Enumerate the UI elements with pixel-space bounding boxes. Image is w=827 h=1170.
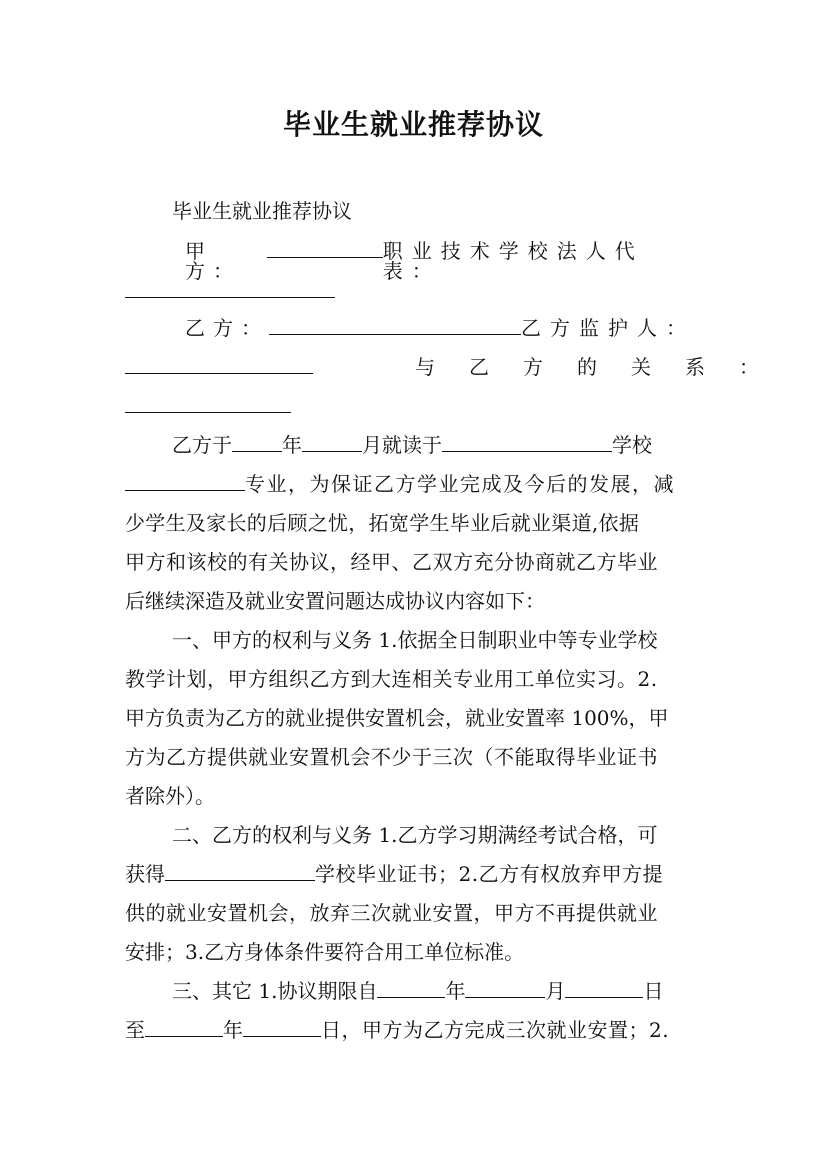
start-day-blank <box>565 996 643 998</box>
p3-line4: 安排；3.乙方身体条件要符合用工单位标准。 <box>125 940 525 964</box>
p3-l2-text-a: 获得 <box>125 862 165 886</box>
p1-text-d: 学校 <box>612 433 652 457</box>
p1-l2-text: 专业，为保证乙方学业完成及今后的发展，减 <box>245 472 675 496</box>
p4-line1 <box>172 981 663 1001</box>
p4-l2-text-b: 年 <box>223 1018 243 1042</box>
p2-line1: 一、甲方的权利与义务 1.依据全日制职业中等专业学校 <box>172 628 658 652</box>
p2-line3: 甲方负责为乙方的就业提供安置机会，就业安置率 100%，甲 <box>125 706 669 730</box>
p4-l2-text-c: 日，甲方为乙方完成三次就业安置；2. <box>321 1018 670 1042</box>
p1-line4: 甲方和该校的有关协议，经甲、乙双方充分协商就乙方毕业 <box>125 550 658 574</box>
p3-line1: 二、乙方的权利与义务 1.乙方学习期满经考试合格，可 <box>172 823 658 847</box>
document-title: 毕业生就业推荐协议 <box>282 108 544 141</box>
p1-text-b: 年 <box>282 433 302 457</box>
relation-blank <box>125 411 291 413</box>
end-day-blank <box>243 1035 321 1037</box>
year-blank <box>232 450 282 452</box>
p4-l2-text-a: 至 <box>125 1018 145 1042</box>
p3-l2-text-b: 学校毕业证书；2.乙方有权放弃甲方提 <box>315 862 664 886</box>
p1-line2 <box>125 474 675 494</box>
end-year-blank <box>145 1035 223 1037</box>
start-month-blank <box>465 996 545 998</box>
p4-line2 <box>125 1020 669 1040</box>
party-a-row <box>185 241 695 281</box>
certificate-school-blank <box>165 879 315 881</box>
p3-line2 <box>125 864 663 884</box>
school-blank <box>442 450 612 452</box>
party-b-label: 乙方： <box>185 316 269 340</box>
p1-text-c: 月就读于 <box>362 433 442 457</box>
p2-line5: 者除外）。 <box>125 784 215 808</box>
p1-line3: 少学生及家长的后顾之忧，拓宽学生毕业后就业渠道,依据 <box>125 511 640 535</box>
guardian-blank <box>125 372 313 374</box>
legal-rep-blank <box>125 296 335 298</box>
p2-line2: 教学计划，甲方组织乙方到大连相关专业用工单位实习。2. <box>125 667 658 691</box>
subtitle: 毕业生就业推荐协议 <box>172 199 352 223</box>
legal-rep-row <box>125 281 335 301</box>
guardian-label: 乙方监护人： <box>521 316 695 340</box>
party-a-label: 甲方： <box>185 239 241 283</box>
month-blank <box>302 450 362 452</box>
p1-text-a: 乙方于 <box>172 433 232 457</box>
start-year-blank <box>377 996 445 998</box>
party-a-blank <box>267 256 383 258</box>
p4-l1-text-c: 月 <box>545 979 566 1003</box>
major-blank <box>125 489 245 491</box>
relation-blank-row <box>125 396 291 416</box>
p1-line5: 后继续深造及就业安置问题达成协议内容如下： <box>125 589 545 613</box>
p3-line3: 供的就业安置机会，放弃三次就业安置，甲方不再提供就业 <box>125 901 658 925</box>
p4-l1-text-b: 年 <box>445 979 466 1003</box>
p4-l1-text-a: 三、其它 1.协议期限自 <box>172 979 378 1003</box>
party-b-blank <box>269 333 521 335</box>
p2-line4: 方为乙方提供就业安置机会不少于三次（不能取得毕业证书 <box>125 745 658 769</box>
guardian-blank-row <box>125 357 313 377</box>
relation-label: 与乙方的关系： <box>415 355 793 379</box>
p4-l1-text-d: 日 <box>643 979 664 1003</box>
p1-line1 <box>172 435 652 455</box>
party-a-suffix: 职业技术学校法人代表： <box>382 239 644 283</box>
party-b-row <box>185 318 695 338</box>
